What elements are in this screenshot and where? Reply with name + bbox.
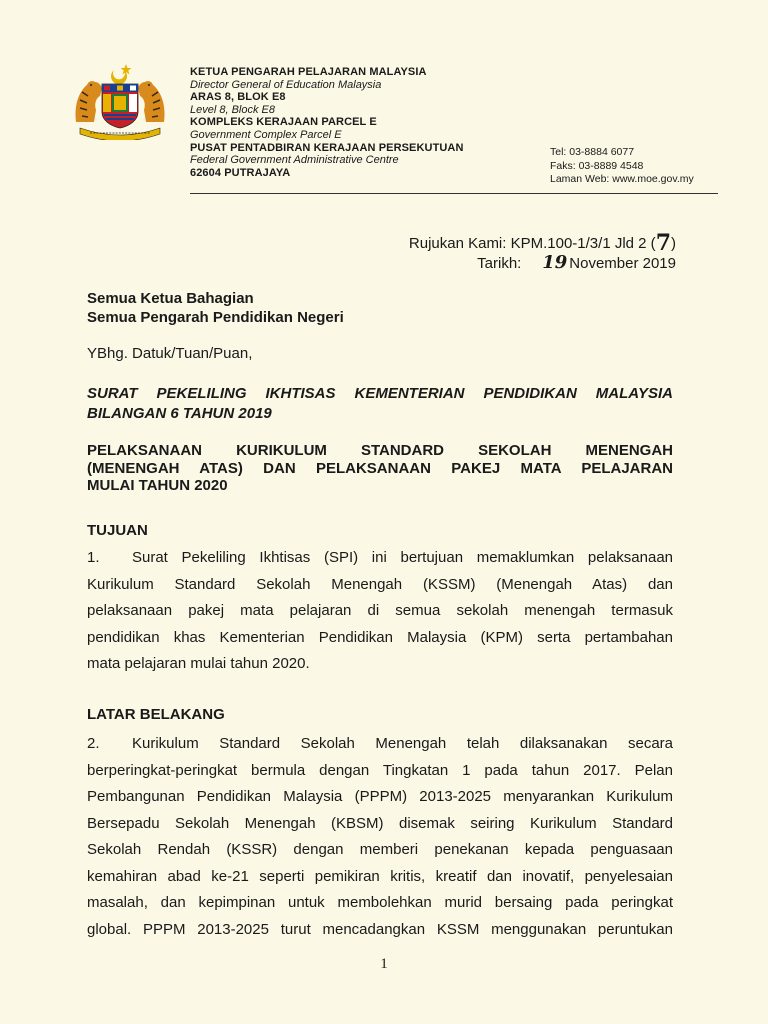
- addressee-block: [87, 289, 344, 327]
- paragraph-line: pendidikan khas Kementerian Pendidikan Malaysia (KPM) serta pertambahan: [87, 628, 673, 646]
- org-line: KOMPLEKS KERAJAAN PARCEL E: [190, 116, 377, 129]
- paragraph-line: pelaksanaan pakej mata pelajaran di semua sekolah menengah termasuk: [87, 602, 673, 619]
- paragraph-line: Sekolah Rendah (KSSR) dengan memberi penekanan kepada penguasaan: [87, 841, 673, 858]
- telephone: Tel: 03-8884 6077: [550, 146, 635, 158]
- reference-block: [409, 232, 676, 273]
- reference-number: Rujukan Kami: KPM.100-1/3/1 Jld 2 (7): [408, 230, 676, 256]
- subject-line: (MENENGAH ATAS) DAN PELAKSANAAN PAKEJ MATA PELAJARAN: [87, 459, 673, 477]
- org-line: KETUA PENGARAH PELAJARAN MALAYSIA: [190, 66, 427, 78]
- paragraph-line: kemahiran abad ke-21 seperti pemikiran kritis, kreatif dan inovatif, penyelesaian: [87, 867, 673, 885]
- org-line: Government Complex Parcel E: [190, 128, 342, 141]
- paragraph-line: mata pelajaran mulai tahun 2020.: [87, 655, 310, 672]
- org-line: Federal Government Administrative Centre: [190, 154, 399, 167]
- subject-heading: [87, 442, 673, 495]
- fax: Faks: 03-8889 4548: [550, 159, 644, 172]
- malaysia-coat-of-arms-icon: [70, 62, 170, 140]
- reference-date: Tarikh: 19 November 2019: [477, 252, 676, 273]
- paragraph-number: 2.: [87, 735, 100, 752]
- addressee-line: Semua Ketua Bahagian: [87, 290, 254, 307]
- paragraph-line: 2. Kurikulum Standard Sekolah Menengah telah dilaksanakan secara: [87, 731, 673, 758]
- paragraph-1: [87, 545, 673, 678]
- circular-title: [87, 384, 673, 424]
- handwritten-number: 7: [655, 230, 671, 256]
- paragraph-2: [87, 731, 673, 943]
- org-line: Level 8, Block E8: [190, 103, 275, 116]
- circular-title-line: BILANGAN 6 TAHUN 2019: [87, 405, 272, 422]
- paragraph-line: masalah, dan kepimpinan untuk membolehkan murid bersaing pada peringkat: [87, 894, 673, 911]
- paragraph-line: berperingkat-peringkat bermula dengan Tingkatan 1 pada tahun 2017. Pelan: [87, 761, 673, 779]
- org-line: Director General of Education Malaysia: [190, 78, 382, 91]
- paragraph-line: 1. Surat Pekeliling Ikhtisas (SPI) ini bertujuan memaklumkan pelaksanaan: [87, 545, 673, 572]
- paragraph-line: Pembangunan Pendidikan Malaysia (PPPM) 2013-2025 menyarankan Kurikulum: [87, 788, 673, 805]
- letterhead-address: [190, 66, 464, 179]
- letterhead-divider: [190, 193, 718, 194]
- org-line: PUSAT PENTADBIRAN KERAJAAN PERSEKUTUAN: [190, 141, 464, 154]
- section-heading: TUJUAN: [87, 522, 148, 539]
- website[interactable]: Laman Web: www.moe.gov.my: [550, 173, 694, 185]
- addressee-line: Semua Pengarah Pendidikan Negeri: [87, 309, 344, 326]
- paragraph-line: global. PPPM 2013-2025 turut mencadangkan KSSM menggunakan peruntukan: [87, 920, 673, 938]
- subject-line: PELAKSANAAN KURIKULUM STANDARD SEKOLAH MENENGAH: [87, 442, 673, 459]
- org-line: 62604 PUTRAJAYA: [190, 166, 291, 179]
- handwritten-day: 19: [542, 252, 568, 273]
- section-heading: LATAR BELAKANG: [87, 706, 225, 723]
- paragraph-line: Kurikulum Standard Sekolah Menengah (KSSM) (Menengah Atas) dan: [87, 575, 673, 593]
- contact-details: [550, 146, 694, 187]
- subject-line: MULAI TAHUN 2020: [87, 477, 228, 494]
- paragraph-line: Bersepadu Sekolah Menengah (KBSM) disemak seiring Kurikulum Standard: [87, 814, 673, 832]
- org-line: ARAS 8, BLOK E8: [190, 91, 286, 104]
- circular-title-line: SURAT PEKELILING IKHTISAS KEMENTERIAN PENDIDIKAN MALAYSIA: [87, 385, 673, 402]
- paragraph-number: 1.: [87, 549, 100, 566]
- page-number: 1: [380, 956, 388, 972]
- salutation: YBhg. Datuk/Tuan/Puan,: [87, 345, 253, 362]
